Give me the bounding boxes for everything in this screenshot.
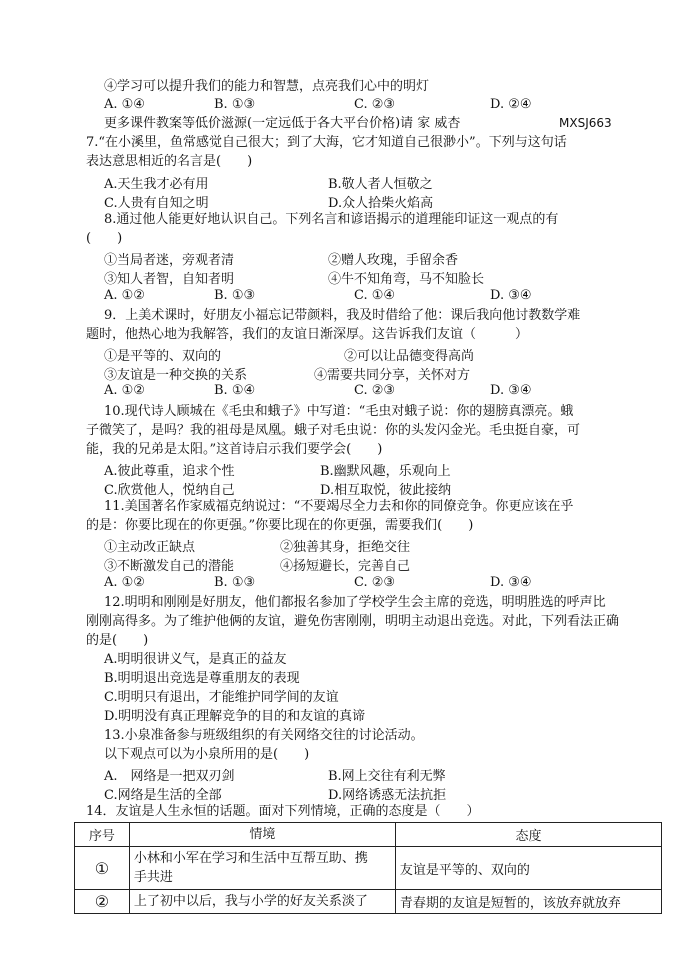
q11-option-d: D. ③④ — [490, 575, 532, 590]
table-row — [75, 890, 662, 914]
q12-stem-line1: 12.明明和刚刚是好朋友，他们都报名参加了学校学生会主席的竞选，明明胜选的呼声比 — [104, 595, 606, 610]
q6-option-d: D. ②④ — [490, 97, 532, 112]
q10-option-d: D.相互取悦，彼此接纳 — [320, 483, 452, 498]
q11-option-b: B. ①③ — [214, 575, 256, 590]
q13-option-c: C.网络是生活的全部 — [104, 788, 222, 803]
q12-option-c: C.明明只有退出，才能维护同学间的友谊 — [104, 690, 339, 705]
q9-stem-line1: 9．上美术课时，好朋友小福忘记带颜料，我及时借给了他：课后我向他讨教数学难 — [104, 308, 581, 323]
q11-item-4: ④扬短避长，完善自己 — [280, 559, 411, 574]
q8-item-3: ③知人者智，自知者明 — [104, 272, 235, 287]
row-number: ① — [75, 847, 130, 890]
q12-stem-line2: 刚刚高得多。为了维护他俩的友谊，避免伤害刚刚，明明主动退出竞选。对此，下列看法正确 — [86, 614, 620, 629]
q7-option-d: D.众人拾柴火焰高 — [328, 196, 434, 211]
q8-stem-line1: 8.通过他人能更好地认识自己。下列名言和谚语揭示的道理能印证这一观点的有 — [104, 212, 559, 227]
table-row — [75, 847, 662, 890]
q10-option-c: C.欣赏他人，悦纳自己 — [104, 483, 235, 498]
promo-code: MXSJ663 — [559, 116, 612, 130]
q11-item-1: ①主动改正缺点 — [104, 540, 196, 555]
q9-option-d: D. ③④ — [490, 383, 532, 398]
q12-option-b: B.明明退出竞选是尊重朋友的表现 — [104, 671, 300, 686]
header-situation: 情境 — [129, 823, 395, 847]
row-attitude: 友谊是平等的、双向的 — [395, 847, 661, 890]
q7-stem-line1: 7.“在小溪里，鱼常感觉自己很大；到了大海，它才知道自己很渺小”。下列与这句话 — [86, 135, 567, 150]
q13-option-a: A. 网络是一把双刃剑 — [104, 769, 235, 784]
q12-option-d: D.明明没有真正理解竞争的目的和友谊的真谛 — [104, 709, 366, 724]
promo-line — [104, 115, 674, 132]
q6-option-a: A. ①④ — [104, 97, 145, 112]
situation-line: 手共进 — [133, 870, 173, 885]
row-situation — [129, 847, 395, 890]
q14-stem: 14．友谊是人生永恒的话题。面对下列情境，正确的态度是（ ） — [86, 804, 480, 819]
header-attitude: 态度 — [395, 823, 661, 847]
q12-option-a: A.明明很讲义气，是真正的益友 — [104, 652, 287, 667]
header-number: 序号 — [75, 823, 130, 847]
q10-option-b: B.幽默风趣，乐观向上 — [320, 464, 451, 479]
q7-stem-line2: 表达意思相近的名言是( ) — [86, 154, 253, 169]
q13-stem-line2: 以下观点可以为小泉所用的是( ) — [104, 747, 310, 762]
q9-item-1: ①是平等的、双向的 — [104, 349, 222, 364]
q9-option-b: B. ①④ — [214, 383, 256, 398]
q8-item-2: ②赠人玫瑰，手留余香 — [328, 253, 459, 268]
q7-option-b: B.敬人者人恒敬之 — [328, 177, 433, 192]
q11-item-2: ②独善其身，拒绝交往 — [280, 540, 411, 555]
situation-line: 上了初中以后，我与小学的好友关系淡了 — [133, 894, 368, 909]
q8-item-1: ①当局者迷，旁观者清 — [104, 253, 235, 268]
promo-text: 更多课件教案等低价滋源(一定远低于各大平台价格)请 家 威杏 — [104, 116, 461, 131]
q9-item-4: ④需要共同分享，关怀对方 — [314, 368, 471, 383]
q6-item-4: ④学习可以提升我们的能力和智慧，点亮我们心中的明灯 — [104, 79, 430, 94]
q10-stem-line3: 能，我的兄弟是太阳。”这首诗启示我们要学会( ) — [86, 442, 383, 457]
q11-option-c: C. ②③ — [354, 575, 396, 590]
q13-option-b: B.网上交往有利无弊 — [328, 769, 446, 784]
q10-option-a: A.彼此尊重，追求个性 — [104, 464, 235, 479]
row-situation — [129, 890, 395, 914]
situation-line: 小林和小军在学习和生活中互帮互助、携 — [133, 851, 368, 866]
q11-option-a: A. ①② — [104, 575, 145, 590]
q9-option-c: C. ②③ — [354, 383, 396, 398]
q9-stem-line2: 题时，他热心地为我解答，我们的友谊日渐深厚。这告诉我们友谊（ ） — [86, 327, 529, 342]
q13-option-d: D.网络诱惑无法抗拒 — [328, 788, 447, 803]
table-header-row — [75, 823, 662, 847]
q8-stem-line2: ( ) — [86, 231, 123, 246]
q9-item-2: ②可以让品德变得高尚 — [344, 349, 475, 364]
q7-option-a: A.天生我才必有用 — [104, 177, 209, 192]
q11-stem-line2: 的是：你要比现在的你更强。”你要比现在的你更强，需要我们( ) — [86, 518, 474, 533]
q8-option-a: A. ①② — [104, 288, 145, 303]
q8-option-d: D. ③④ — [490, 288, 532, 303]
q10-stem-line1: 10.现代诗人顾城在《毛虫和蛾子》中写道：“毛虫对蛾子说：你的翅膀真漂亮。蛾 — [104, 404, 574, 419]
q8-option-c: C. ①④ — [354, 288, 396, 303]
row-number: ② — [75, 890, 130, 914]
q9-item-3: ③友谊是一种交换的关系 — [104, 368, 248, 383]
q10-stem-line2: 子微笑了，是吗？我的祖母是凤凰。蛾子对毛虫说：你的头发闪金光。毛虫挺自豪，可 — [86, 423, 581, 438]
q13-stem-line1: 13.小泉准备参与班级组织的有关网络交往的讨论活动。 — [104, 728, 424, 743]
row-attitude: 青春期的友谊是短暂的，该放弃就放弃 — [395, 890, 661, 914]
q11-stem-line1: 11.美国著名作家威福克纳说过：“不要竭尽全力去和你的同僚竞争。你更应该在乎 — [104, 499, 574, 514]
q6-option-b: B. ①③ — [214, 97, 256, 112]
q8-option-b: B. ①③ — [214, 288, 256, 303]
q7-option-c: C.人贵有自知之明 — [104, 196, 209, 211]
q6-option-c: C. ②③ — [354, 97, 396, 112]
q14-situation-table — [74, 822, 662, 914]
q12-stem-line3: 的是( ) — [86, 633, 149, 648]
q11-item-3: ③不断激发自己的潜能 — [104, 559, 235, 574]
q9-option-a: A. ①② — [104, 383, 145, 398]
q8-item-4: ④牛不知角弯，马不知脸长 — [328, 272, 485, 287]
